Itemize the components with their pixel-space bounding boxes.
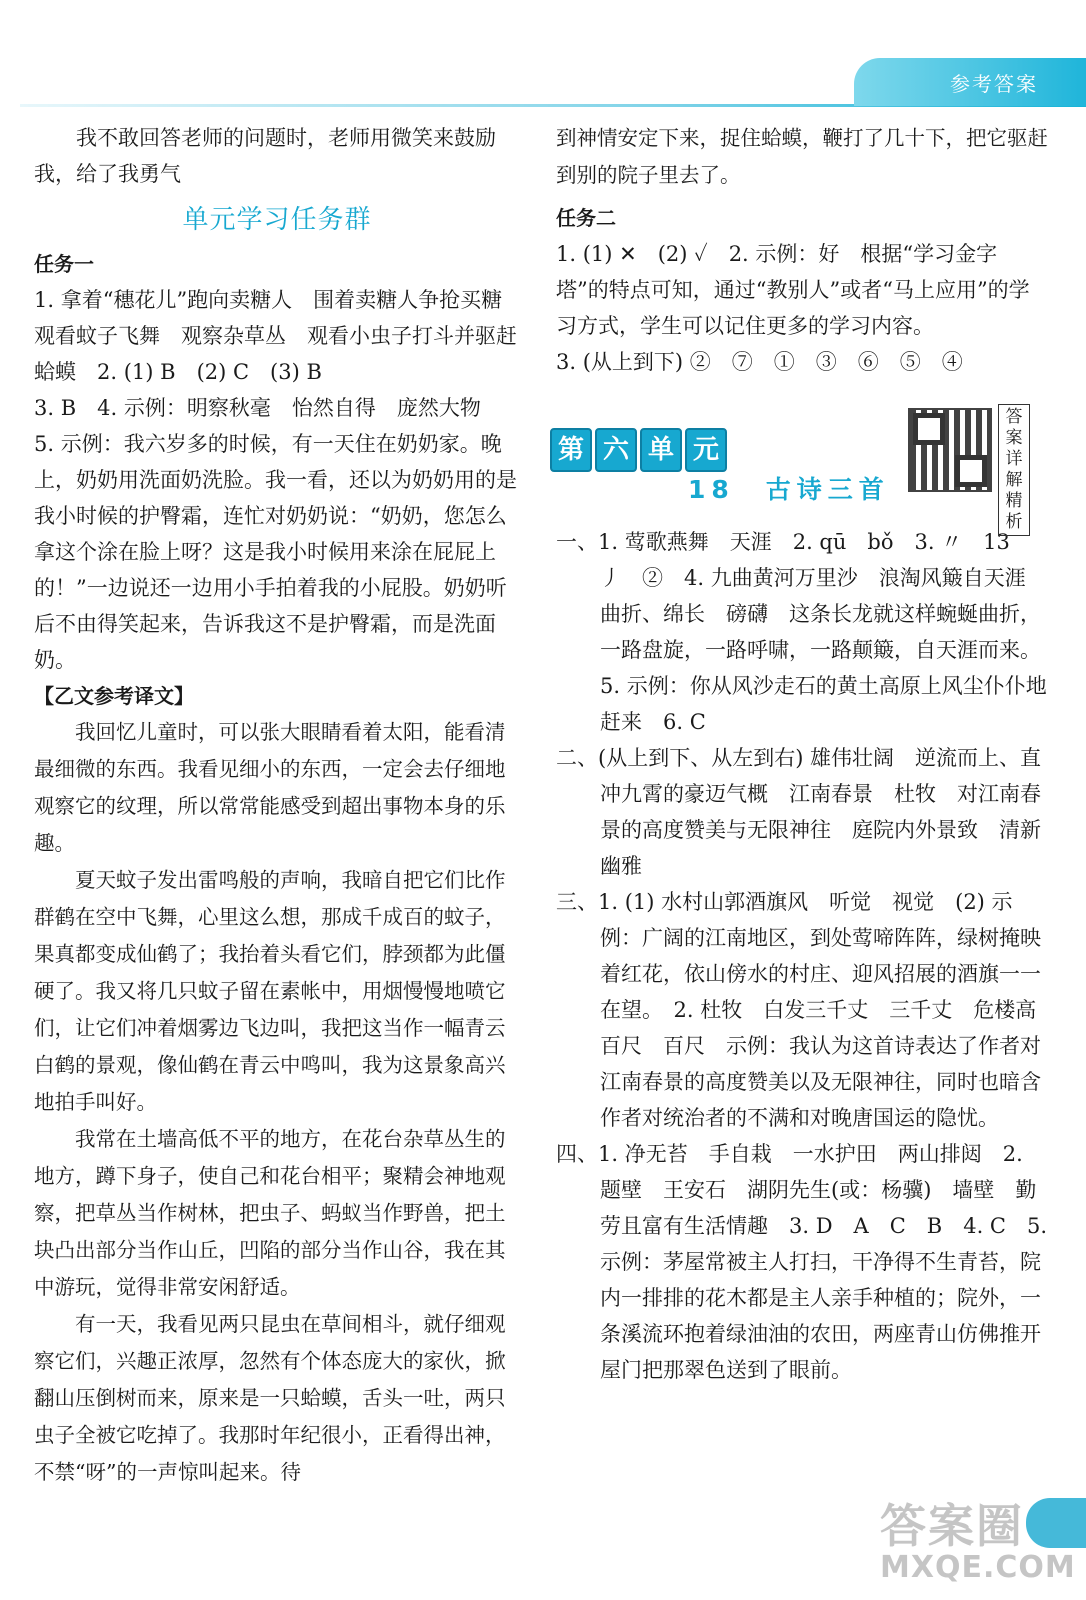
answer-text: 3. (从上到下) ② ⑦ ① ③ ⑥ ⑤ ④ xyxy=(556,350,963,374)
answer-text: 1. (1) ✕ (2) ✓ 2. 示例：好 根据“学习金字塔”的特点可知，通过“教别人”或者“马上应用”的学习方式，学生可以记住更多的学习内容。 xyxy=(556,242,1030,338)
qr-label: 答案详解精析 xyxy=(998,404,1030,536)
task-heading: 任务二 xyxy=(556,206,616,230)
watermark-logo xyxy=(880,1490,1076,1586)
qr-code-icon[interactable] xyxy=(908,408,992,492)
task-heading: 任务一 xyxy=(34,252,94,276)
watermark-text: 答案圈 xyxy=(880,1499,1024,1553)
lesson-title: 18 古诗三首 xyxy=(688,475,890,504)
unit-badge xyxy=(550,428,727,472)
answer-text: 三、1. (1) 水村山郭酒旗风 听觉 视觉 (2) 示例：广阔的江南地区，到处莺啼阵阵，绿树掩映着红花，依山傍水的村庄、迎风招展的酒旗一一在望。 2. 杜牧 白发三千丈 三千丈 危楼高百尺 百尺 示例：我认为这首诗表达了作者对江南春景的高度赞美以及无限神往，同时也暗含作者对统治者的不满和对晚唐国运的隐忧。 xyxy=(556,890,1041,1130)
watermark-url: MXQE.COM xyxy=(880,1550,1076,1585)
answer-text: 5. 示例：我六岁多的时候，有一天住在奶奶家。晚上，奶奶用洗面奶洗脸。我一看，还以为奶奶用的是我小时候的护臀霜，连忙对奶奶说：“奶奶，您怎么拿这个涂在脸上呀？这是我小时候用来涂在屁屁上的！”一边说还一边用小手拍着我的小屁股。奶奶听后不由得笑起来，告诉我这不是护臀霜，而是洗面奶。 xyxy=(34,432,517,672)
translation-paragraph: 夏天蚊子发出雷鸣般的声响，我暗自把它们比作群鹤在空中飞舞，心里这么想，那成千成百的蚊子，果真都变成仙鹤了；我抬着头看它们，脖颈都为此僵硬了。我又将几只蚊子留在素帐中，用烟慢慢地喷它们，让它们冲着烟雾边飞边叫，我把这当作一幅青云白鹤的景观，像仙鹤在青云中鸣叫，我为这景象高兴地拍手叫好。 xyxy=(34,868,506,1114)
section-title: 单元学习任务群 xyxy=(182,205,372,235)
unit-header xyxy=(556,384,1048,532)
translation-paragraph: 我回忆儿童时，可以张大眼睛看着太阳，能看清最细微的东西。我看见细小的东西，一定会去仔细地观察它的纹理，所以常常能感受到超出事物本身的乐趣。 xyxy=(34,720,506,855)
answer-text: 1. 拿着“穗花儿”跑向卖糖人 围着卖糖人争抢买糖 观看蚊子飞舞 观察杂草丛 观看小虫子打斗并驱赶蛤蟆 2. (1) B (2) C (3) B xyxy=(34,288,524,384)
unit-char: 六 xyxy=(595,428,637,472)
translation-paragraph: 到神情安定下来，捉住蛤蟆，鞭打了几十下，把它驱赶到别的院子里去了。 xyxy=(556,126,1048,187)
translation-paragraph: 有一天，我看见两只昆虫在草间相斗，就仔细观察它们，兴趣正浓厚，忽然有个体态庞大的家伙，掀翻山压倒树而来，原来是一只蛤蟆，舌头一吐，两只虫子全被它吃掉了。我那时年纪很小，正看得出神，不禁“呀”的一声惊叫起来。待 xyxy=(34,1312,506,1484)
answer-text: 四、1. 净无苔 手自栽 一水护田 两山排闼 2. 题壁 王安石 湖阴先生(或：杨骥) 墙壁 勤劳且富有生活情趣 3. D A C B 4. C 5. 示例：茅屋常被主人打扫，干净得不生青苔，院内一排排的花木都是主人亲手种植的；院外，一条溪流环抱着绿油油的农田，两座青山仿佛推开屋门把那翠色送到了眼前。 xyxy=(556,1142,1048,1382)
left-column xyxy=(34,120,524,1491)
answer-text: 我不敢回答老师的问题时，老师用微笑来鼓励我，给了我勇气 xyxy=(34,126,496,186)
translation-heading: 【乙文参考译文】 xyxy=(34,684,194,708)
unit-char: 单 xyxy=(640,428,682,472)
header-tab xyxy=(854,58,1086,106)
header-tab-label: 参考答案 xyxy=(950,72,1038,96)
answer-text: 3. B 4. 示例：明察秋毫 怡然自得 庞然大物 xyxy=(34,396,481,420)
answer-text: 一、1. 莺歌燕舞 天涯 2. qū bǒ 3. 〃 13 丿 ② 4. 九曲黄河万里沙 浪淘风簸自天涯 曲折、绵长 磅礴 这条长龙就这样蜿蜒曲折，一路盘旋，一路呼啸，一路颠簸，自天涯而来。 5. 示例：你从风沙走石的黄土高原上风尘仆仆地赶来 6. C xyxy=(556,530,1052,734)
unit-char: 第 xyxy=(550,428,592,472)
unit-char: 元 xyxy=(685,428,727,472)
right-column xyxy=(556,120,1052,1388)
answer-text: 二、(从上到下、从左到右) 雄伟壮阔 逆流而上、直冲九霄的豪迈气概 江南春景 杜牧 对江南春景的高度赞美与无限神往 庭院内外景致 清新幽雅 xyxy=(556,746,1042,878)
translation-paragraph: 我常在土墙高低不平的地方，在花台杂草丛生的地方，蹲下身子，使自己和花台相平；聚精会神地观察，把草丛当作树林，把虫子、蚂蚁当作野兽，把土块凸出部分当作山丘，凹陷的部分当作山谷，我在其中游玩，觉得非常安闲舒适。 xyxy=(34,1127,506,1299)
